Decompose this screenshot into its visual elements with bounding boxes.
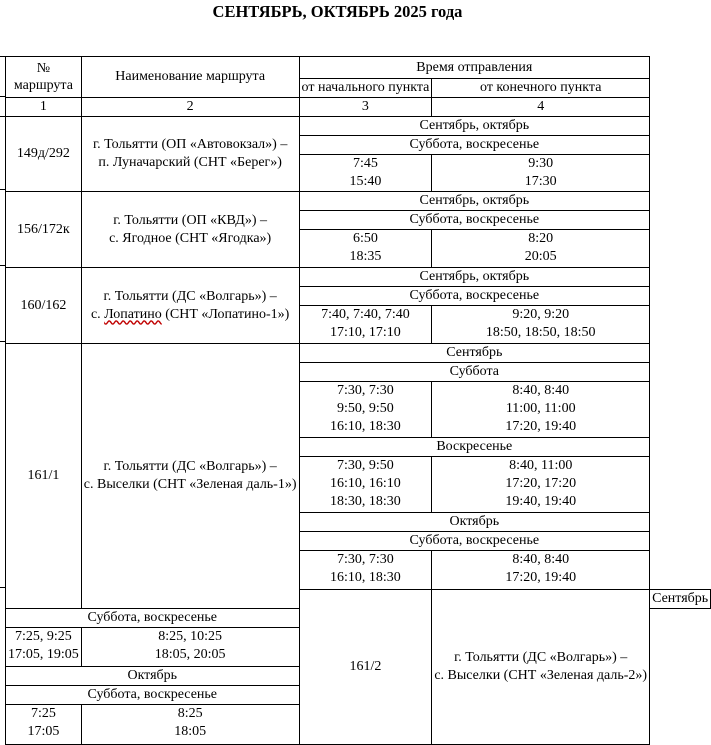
start-times: 7:25 17:05 [6,705,82,745]
period-label: Сентябрь, октябрь [299,117,650,136]
days-label: Суббота, воскресенье [6,609,300,628]
days-label: Суббота, воскресенье [299,136,650,155]
days-label: Суббота, воскресенье [299,532,650,551]
end-times: 8:40, 8:40 17:20, 19:40 [432,551,650,590]
table-row [6,268,711,287]
header-from-start: от начального пункта [299,79,432,98]
period-label: Сентябрь [299,344,650,363]
start-times: 7:25, 9:25 17:05, 19:05 [6,628,82,667]
start-times: 7:30, 7:30 16:10, 18:30 [299,551,432,590]
period-label: Сентябрь [650,590,711,609]
column-number-row [6,98,711,117]
days-label: Суббота, воскресенье [6,686,300,705]
end-times: 9:30 17:30 [432,155,650,192]
start-times: 7:45 15:40 [299,155,432,192]
end-times: 8:40, 8:40 11:00, 11:00 17:20, 19:40 [432,382,650,438]
days-label: Суббота [299,363,650,382]
start-times: 7:30, 7:30 9:50, 9:50 16:10, 18:30 [299,382,432,438]
route-name-part: (СНТ «Лопатино-1») [161,306,290,322]
table-row [6,344,711,363]
route-name: г. Тольятти (ДС «Волгарь») – с. Лопатино (СНТ «Лопатино-1») [81,268,299,344]
table-row [6,192,711,211]
end-times: 8:25 18:05 [81,705,299,745]
route-number: 149д/292 [6,117,82,192]
route-name: г. Тольятти (ДС «Волгарь») – с. Выселки (СНТ «Зеленая даль-1») [81,344,299,609]
page-title: СЕНТЯБРЬ, ОКТЯБРЬ 2025 года [212,2,463,21]
end-times: 9:20, 9:20 18:50, 18:50, 18:50 [432,306,650,344]
period-label: Октябрь [299,513,650,532]
start-times: 6:50 18:35 [299,230,432,268]
days-label: Суббота, воскресенье [299,211,650,230]
days-label: Воскресенье [299,438,650,457]
header-route-number: № маршрута [6,57,82,98]
table-row [6,117,711,136]
header-row [6,57,711,79]
spellcheck-marked-word: Лопатино [104,306,162,322]
period-label: Сентябрь, октябрь [299,192,650,211]
route-name-part: с. [90,306,105,322]
period-label: Сентябрь, октябрь [299,268,650,287]
route-name: г. Тольятти (ДС «Волгарь») – с. Выселки (СНТ «Зеленая даль-2») [432,590,650,745]
end-times: 8:25, 10:25 18:05, 20:05 [81,628,299,667]
start-times: 7:30, 9:50 16:10, 16:10 18:30, 18:30 [299,457,432,513]
header-from-end: от конечного пункта [432,79,650,98]
end-times: 8:20 20:05 [432,230,650,268]
start-times: 7:40, 7:40, 7:40 17:10, 17:10 [299,306,432,344]
route-number: 161/1 [6,344,82,609]
route-number: 156/172к [6,192,82,268]
column-number: 1 [6,98,82,117]
route-number: 160/162 [6,268,82,344]
header-route-name: Наименование маршрута [81,57,299,98]
route-name: г. Тольятти (ОП «Автовокзал») – п. Луначарский (СНТ «Берег») [81,117,299,192]
route-number: 161/2 [299,590,432,745]
column-number: 2 [81,98,299,117]
schedule-table [5,56,711,745]
column-number: 3 [299,98,432,117]
days-label: Суббота, воскресенье [299,287,650,306]
column-number: 4 [432,98,650,117]
route-name: г. Тольятти (ОП «КВД») – с. Ягодное (СНТ «Ягодка») [81,192,299,268]
header-departure: Время отправления [299,57,650,79]
end-times: 8:40, 11:00 17:20, 17:20 19:40, 19:40 [432,457,650,513]
period-label: Октябрь [6,667,300,686]
